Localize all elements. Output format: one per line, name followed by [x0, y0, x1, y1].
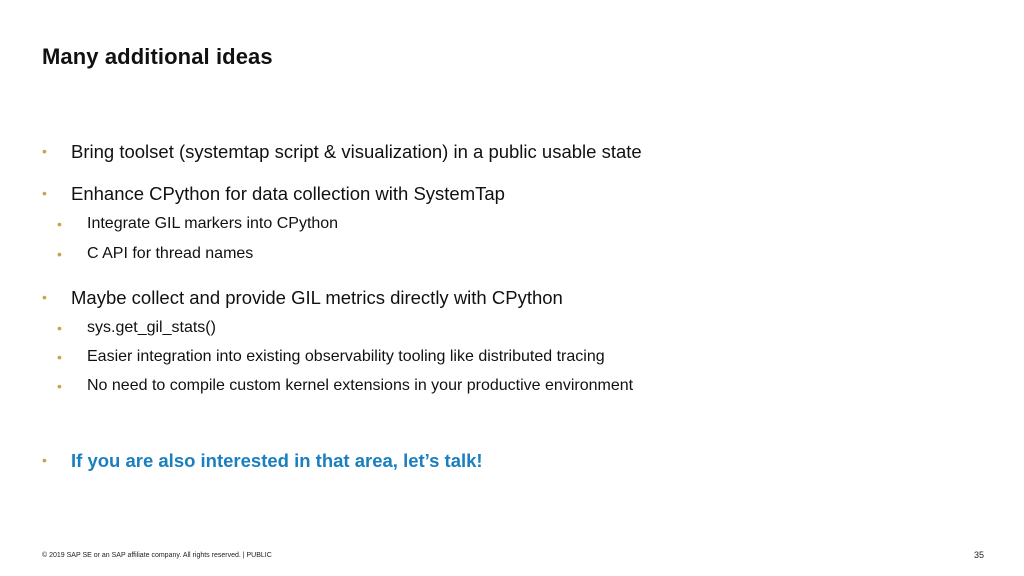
bullet-icon: • [57, 349, 62, 365]
bullet-text: Bring toolset (systemtap script & visualization) in a public usable state [71, 141, 642, 162]
bullet-text: C API for thread names [87, 245, 254, 262]
bullet-icon: • [57, 216, 62, 232]
bullet-text: Enhance CPython for data collection with SystemTap [71, 183, 505, 204]
bullet-text: sys.get_gil_stats() [87, 319, 216, 336]
bullet-icon: • [57, 378, 62, 394]
bullet-icon: • [57, 320, 62, 336]
bullet-icon: • [42, 143, 47, 159]
bullet-text: No need to compile custom kernel extensions in your productive environment [87, 377, 634, 394]
bullet-text: Easier integration into existing observability tooling like distributed tracing [87, 348, 605, 365]
bullet-icon: • [42, 452, 47, 468]
footer-copyright: © 2019 SAP SE or an SAP affiliate company. All rights reserved. | PUBLIC [42, 552, 272, 559]
slide-title: Many additional ideas [42, 44, 273, 69]
page-number: 35 [973, 550, 984, 560]
bullet-text: Maybe collect and provide GIL metrics directly with CPython [71, 287, 563, 308]
bullet-icon: • [42, 185, 47, 201]
bullet-icon: • [42, 289, 47, 305]
call-to-action-text: If you are also interested in that area, let’s talk! [71, 450, 483, 471]
bullet-icon: • [57, 246, 62, 262]
bullet-text: Integrate GIL markers into CPython [87, 215, 339, 232]
